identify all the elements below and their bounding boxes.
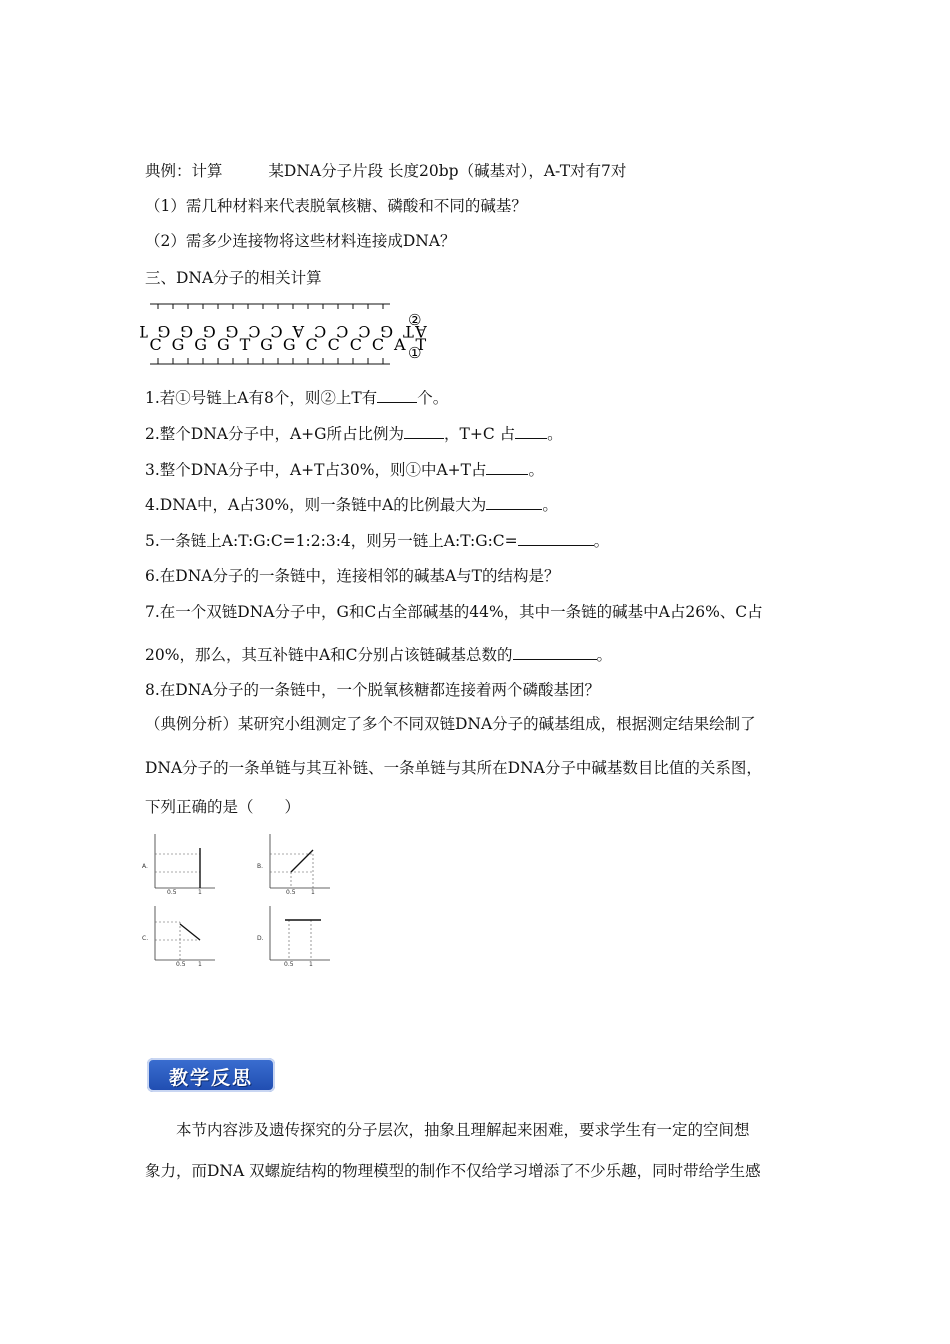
question-4-suffix: 。 [542,496,558,514]
answer-graphs [140,830,360,975]
answer-blank[interactable] [404,423,444,439]
question-5-suffix: 。 [593,532,610,550]
analysis-line-2: DNA分子的一条单链与其互补链、一条单链与其所在DNA分子中碱基数目比值的关系图， [145,759,762,777]
graph-d-tick-1: 0.5 [284,961,294,968]
question-2-text: 2.整个DNA分子中，A+G所占比例为 [145,425,405,443]
example-question-2: （2）需多少连接物将这些材料连接成DNA？ [145,232,456,250]
example-text: 某DNA分子片段 长度20bp（碱基对），A-T对有7对 [268,162,627,180]
example-question-1: （1）需几种材料来代表脱氧核糖、磷酸和不同的碱基？ [145,197,527,215]
graph-d-tick-2: 1 [309,961,313,968]
question-2-mid: ，T+C 占 [444,425,516,443]
dna-strand-figure [140,298,430,370]
graph-a-label: A. [142,863,148,870]
answer-blank[interactable] [515,423,547,439]
section-title: 三、DNA分子的相关计算 [145,269,322,287]
graph-b [257,834,330,896]
question-7-line-1: 7.在一个双链DNA分子中，G和C占全部碱基的44%，其中一条链的碱基中A占26%、C占 [145,603,763,621]
question-4-text: 4.DNA中，A占30%，则一条链中A的比例最大为 [145,496,487,514]
question-1-suffix: 个。 [417,389,449,407]
question-4 [145,494,558,515]
question-6: 6.在DNA分子的一条链中，连接相邻的碱基A与T的结构是？ [145,567,560,585]
graph-b-label: B. [257,863,264,870]
graph-a-tick-2: 1 [198,889,202,896]
top-sequence: AT G C C C A C C G G G G [155,322,427,341]
question-1 [145,387,448,408]
reflection-badge-label: 教学反思 [168,1067,253,1089]
graph-c-tick-1: 0.5 [176,961,186,968]
bottom-sequence: C G G G T G G C C C C A T [149,335,429,354]
analysis-line-3: 下列正确的是（ ） [145,798,301,816]
example-line [145,161,626,181]
question-3-suffix: 。 [528,461,544,479]
answer-blank[interactable] [377,387,417,403]
answer-blank[interactable] [518,530,594,546]
graphs-svg [140,830,360,975]
example-label: 典例：计算 [145,162,223,180]
reflection-badge [147,1058,275,1092]
graph-c [142,906,215,968]
graph-d [257,906,330,968]
analysis-line-1: （典例分析）某研究小组测定了多个不同双链DNA分子的碱基组成，根据测定结果绘制了 [145,715,756,733]
reflection-line-1: 本节内容涉及遗传探究的分子层次，抽象且理解起来困难，要求学生有一定的空间想 [176,1121,750,1139]
graph-c-tick-2: 1 [198,961,202,968]
answer-blank[interactable] [486,494,542,510]
question-7-text: 20%，那么，其互补链中A和C分别占该链碱基总数的 [145,646,513,664]
question-8: 8.在DNA分子的一条链中，一个脱氧核糖都连接着两个磷酸基团？ [145,681,600,699]
question-5 [145,530,609,551]
question-5-text: 5.一条链上A:T:G:C=1:2:3:4，则另一链上A:T:G:C= [145,532,518,550]
answer-blank[interactable] [486,459,528,475]
question-7-line-2 [145,644,612,665]
reflection-line-2: 象力，而DNA 双螺旋结构的物理模型的制作不仅给学习增添了不少乐趣，同时带给学生感 [145,1162,761,1180]
answer-blank[interactable] [513,644,597,660]
question-2-suffix: 。 [547,425,563,443]
question-2 [145,423,563,444]
graph-b-tick-2: 1 [311,889,315,896]
graph-a-tick-1: 0.5 [167,889,177,896]
question-3-text: 3.整个DNA分子中，A+T占30%，则①中A+T占 [145,461,487,479]
question-3 [145,459,544,480]
strand-label-2: ② [408,311,422,329]
graph-b-tick-1: 0.5 [286,889,296,896]
graph-d-label: D. [257,935,264,942]
strand-label-1: ① [408,344,422,362]
graph-a [142,834,215,896]
graph-c-label: C. [142,935,149,942]
question-7-suffix: 。 [596,646,613,664]
dna-strand-svg [140,298,430,370]
question-1-text: 1.若①号链上A有8个，则②上T有 [145,389,378,407]
